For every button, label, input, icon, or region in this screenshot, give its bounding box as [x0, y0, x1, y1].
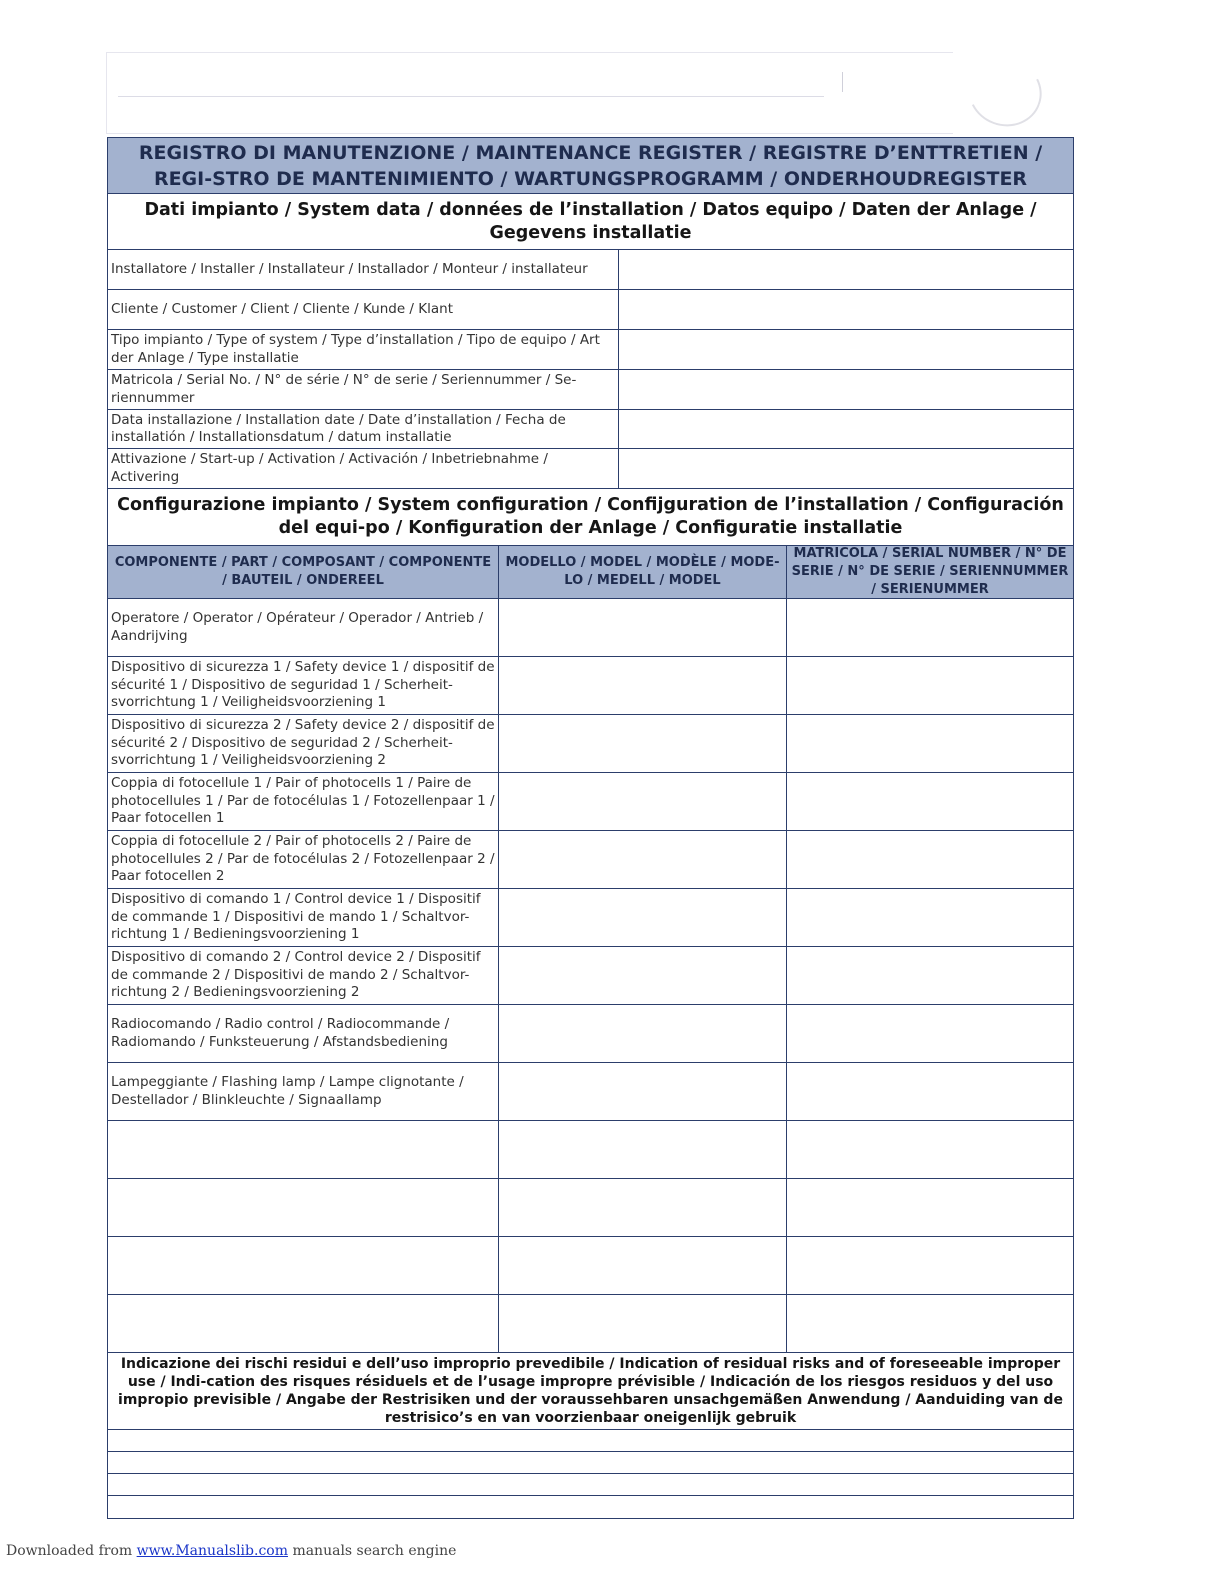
serial-cell[interactable]: [787, 657, 1073, 714]
component-name: Coppia di fotocellule 1 / Pair of photocells 1 / Paire de photocellules 1 / Par de fotocélulas 1 / Fotozellenpaar 1 / Paar fotocellen 1: [108, 773, 499, 830]
table-row: [108, 1005, 1073, 1063]
serial-cell[interactable]: [787, 1295, 1073, 1352]
serial-cell[interactable]: [787, 1121, 1073, 1178]
model-cell[interactable]: [499, 1237, 787, 1294]
manualslib-link[interactable]: www.Manualslib.com: [136, 1543, 288, 1559]
model-cell[interactable]: [499, 1121, 787, 1178]
header-frame: [106, 52, 953, 134]
field-row-installer: [108, 250, 1073, 290]
column-header-model: MODELLO / MODEL / MODÈLE / MODE-LO / MEDELL / MODEL: [499, 546, 787, 598]
table-row: [108, 947, 1073, 1005]
field-label: Cliente / Customer / Client / Cliente / Kunde / Klant: [108, 290, 619, 329]
model-cell[interactable]: [499, 889, 787, 946]
serial-cell[interactable]: [787, 1063, 1073, 1120]
model-cell[interactable]: [499, 715, 787, 772]
field-label: Data installazione / Installation date / Date d’installation / Fecha de installatión / Installationsdatum / datum installatie: [108, 410, 619, 448]
residual-risks-line[interactable]: [108, 1452, 1073, 1474]
field-row-serial-no: [108, 370, 1073, 410]
serial-cell[interactable]: [787, 1237, 1073, 1294]
component-name[interactable]: [108, 1237, 499, 1294]
serial-cell[interactable]: [787, 715, 1073, 772]
component-name: Dispositivo di comando 1 / Control device 1 / Dispositif de commande 1 / Dispositivi de mando 1 / Schaltvor-richtung 1 / Bedieningsvoorziening 1: [108, 889, 499, 946]
model-cell[interactable]: [499, 773, 787, 830]
component-name[interactable]: [108, 1121, 499, 1178]
table-row: [108, 1237, 1073, 1295]
register-title: REGISTRO DI MANUTENZIONE / MAINTENANCE REGISTER / REGISTRE D’ENTTRETIEN / REGI-STRO DE MANTENIMIENTO / WARTUNGSPROGRAMM / ONDERHOUDREGISTER: [108, 138, 1073, 194]
column-header-component: COMPONENTE / PART / COMPOSANT / COMPONENTE / BAUTEIL / ONDEREEL: [108, 546, 499, 598]
table-row: [108, 1295, 1073, 1353]
model-cell[interactable]: [499, 657, 787, 714]
table-row: [108, 1179, 1073, 1237]
model-cell[interactable]: [499, 1063, 787, 1120]
field-row-start-up: [108, 449, 1073, 489]
serial-cell[interactable]: [787, 1005, 1073, 1062]
component-name: Radiocomando / Radio control / Radiocommande / Radiomando / Funksteuerung / Afstandsbediening: [108, 1005, 499, 1062]
table-row: [108, 599, 1073, 657]
logo-icon: [959, 47, 1052, 136]
model-cell[interactable]: [499, 831, 787, 888]
field-label: Installatore / Installer / Installateur / Installador / Monteur / installateur: [108, 250, 619, 289]
serial-cell[interactable]: [787, 947, 1073, 1004]
download-footer: [6, 1543, 456, 1559]
residual-risks-line[interactable]: [108, 1430, 1073, 1452]
model-cell[interactable]: [499, 1179, 787, 1236]
table-row: [108, 715, 1073, 773]
field-row-installation-date: [108, 410, 1073, 449]
serial-cell[interactable]: [787, 599, 1073, 656]
serial-cell[interactable]: [787, 773, 1073, 830]
table-row: [108, 1121, 1073, 1179]
model-cell[interactable]: [499, 947, 787, 1004]
serial-cell[interactable]: [787, 889, 1073, 946]
table-row: [108, 831, 1073, 889]
residual-risks-line[interactable]: [108, 1496, 1073, 1518]
maintenance-register-form: [107, 137, 1074, 1519]
model-cell[interactable]: [499, 1005, 787, 1062]
footer-prefix: Downloaded from: [6, 1543, 133, 1559]
system-configuration-heading: Configurazione impianto / System configuration / Confijguration de l’installation / Configuración del equi-po / Konfiguration der Anlage / Configuratie installatie: [108, 489, 1073, 546]
field-label: Attivazione / Start-up / Activation / Activación / Inbetriebnahme / Activering: [108, 449, 619, 488]
header-tick: [842, 72, 843, 92]
system-data-heading: Dati impianto / System data / données de l’installation / Datos equipo / Daten der Anlage / Gegevens installatie: [108, 194, 1073, 250]
component-name[interactable]: [108, 1179, 499, 1236]
footer-suffix: manuals search engine: [292, 1543, 457, 1559]
table-row: [108, 773, 1073, 831]
table-row: [108, 1063, 1073, 1121]
table-row: [108, 657, 1073, 715]
component-name: Dispositivo di sicurezza 1 / Safety device 1 / dispositif de sécurité 1 / Dispositivo de seguridad 1 / Scherheit-svorrichtung 1 / Veiligheidsvoorziening 1: [108, 657, 499, 714]
field-row-system-type: [108, 330, 1073, 370]
table-row: [108, 889, 1073, 947]
components-table-header: [108, 546, 1073, 599]
column-header-serial: MATRICOLA / SERIAL NUMBER / N° DE SERIE / N° DE SERIE / SERIENNUMMER / SERIENUMMER: [791, 546, 1069, 597]
component-name: Dispositivo di sicurezza 2 / Safety device 2 / dispositif de sécurité 2 / Dispositivo de seguridad 2 / Scherheit-svorrichtung 1 / Veiligheidsvoorziening 2: [108, 715, 499, 772]
component-name: Operatore / Operator / Opérateur / Operador / Antrieb / Aandrijving: [108, 599, 499, 656]
component-name: Lampeggiante / Flashing lamp / Lampe clignotante / Destellador / Blinkleuchte / Signaallamp: [108, 1063, 499, 1120]
component-name: Dispositivo di comando 2 / Control device 2 / Dispositif de commande 2 / Dispositivi de mando 2 / Schaltvor-richtung 2 / Bedieningsvoorziening 2: [108, 947, 499, 1004]
component-name[interactable]: [108, 1295, 499, 1352]
field-label: Tipo impianto / Type of system / Type d’installation / Tipo de equipo / Art der Anlage / Type installatie: [108, 330, 619, 369]
serial-cell[interactable]: [787, 831, 1073, 888]
field-label: Matricola / Serial No. / N° de série / N° de serie / Seriennummer / Se-riennummer: [108, 370, 619, 409]
component-name: Coppia di fotocellule 2 / Pair of photocells 2 / Paire de photocellules 2 / Par de fotocélulas 2 / Fotozellenpaar 2 / Paar fotocellen 2: [108, 831, 499, 888]
model-cell[interactable]: [499, 599, 787, 656]
model-cell[interactable]: [499, 1295, 787, 1352]
residual-risks-heading: Indicazione dei rischi residui e dell’uso improprio prevedibile / Indication of residual risks and of foreseeable improper use / Indi-cation des risques résiduels et de l’usage impropre prévisible / Indicación de los riesgos residuos y del uso impropio previsible / Angabe der Restrisiken und der voraussehbaren unsachgemäßen Anwendung / Aanduiding van de restrisico’s en van voorzienbaar oneigenlijk gebruik: [108, 1353, 1073, 1430]
serial-cell[interactable]: [787, 1179, 1073, 1236]
residual-risks-line[interactable]: [108, 1474, 1073, 1496]
field-row-customer: [108, 290, 1073, 330]
header-rule: [118, 96, 824, 97]
